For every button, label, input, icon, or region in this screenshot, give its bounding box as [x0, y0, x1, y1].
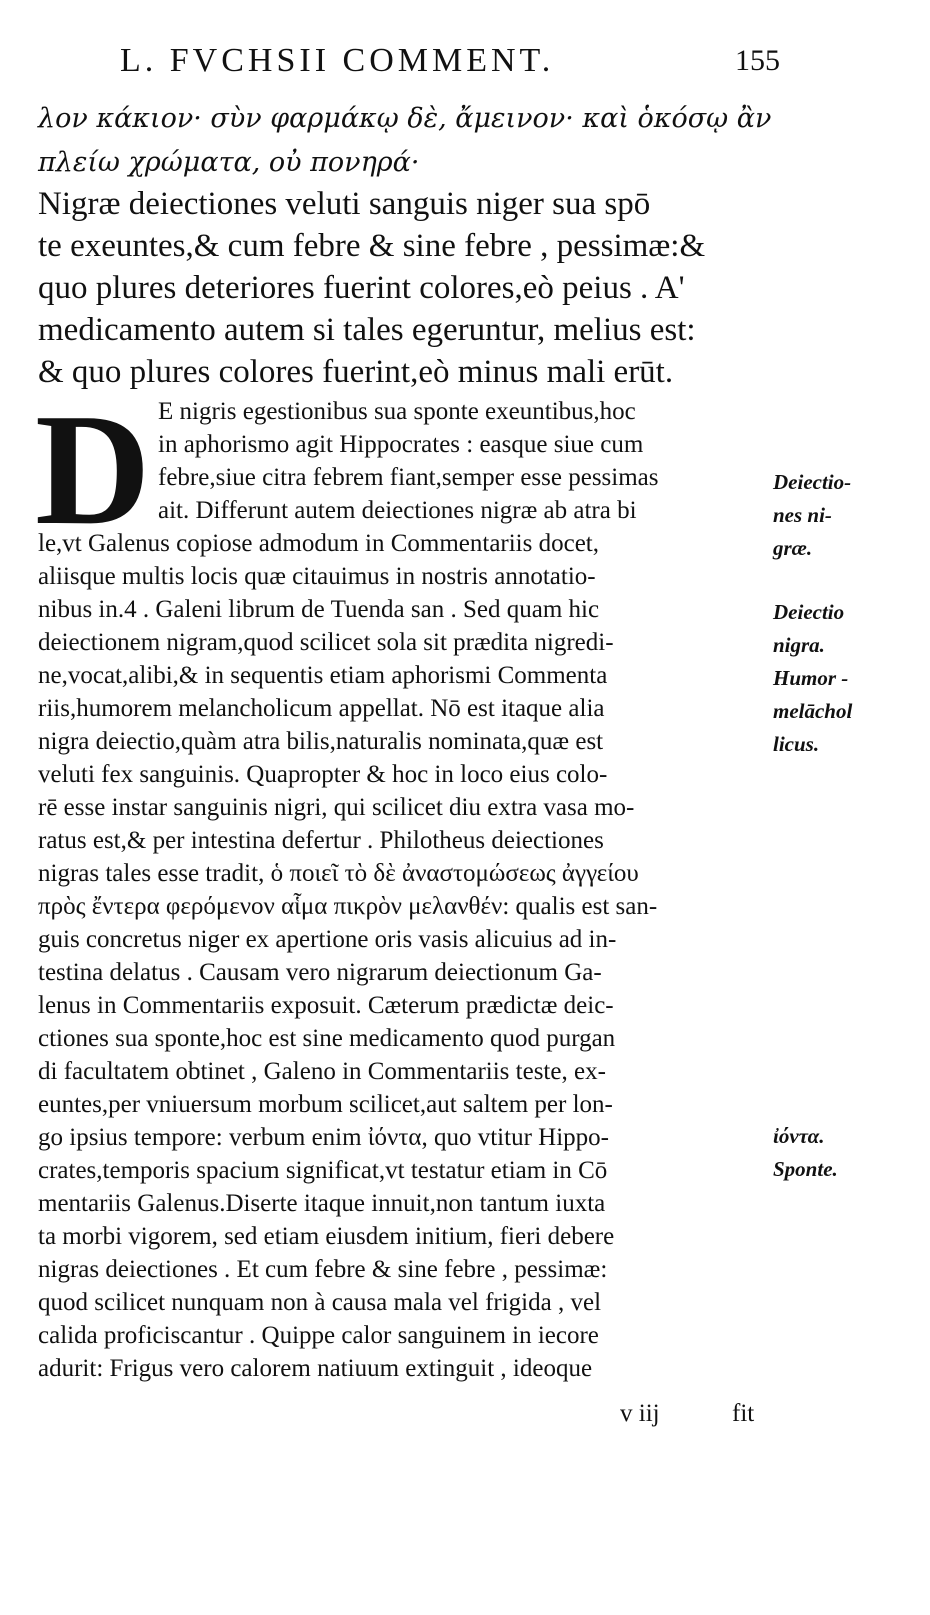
catchword: fit: [732, 1400, 755, 1427]
commentary-line: nibus in.4 . Galeni librum de Tuenda san . Sed quam hic: [38, 596, 600, 623]
margin-note: græ.: [773, 536, 813, 560]
commentary-line: quod scilicet nunquam non à causa mala vel frigida , vel: [38, 1289, 602, 1316]
margin-note: nigra.: [773, 633, 825, 657]
commentary-line: veluti fex sanguinis. Quapropter & hoc in loco eius colo-: [38, 761, 608, 788]
commentary-line: ctiones sua sponte,hoc est sine medicamento quod purgan: [38, 1025, 616, 1052]
greek-line: πλείω χρώματα, οὐ πονηρά·: [38, 147, 420, 178]
margin-note: Deiectio: [773, 600, 845, 624]
commentary-line: πρὸς ἔντερα φερόμενον αἷμα πικρὸν μελανθέν: qualis est san-: [38, 893, 658, 920]
aphorism-line: & quo plures colores fuerint,eò minus mali erūt.: [38, 354, 674, 390]
aphorism-line: Nigræ deiectiones veluti sanguis niger sua spō: [38, 186, 651, 222]
commentary-line: deiectionem nigram,quod scilicet sola sit prædita nigredi-: [38, 629, 614, 656]
aphorism-line: medicamento autem si tales egeruntur, melius est:: [38, 312, 696, 348]
commentary-line: testina delatus . Causam vero nigrarum deiectionum Ga-: [38, 959, 602, 986]
running-title: L. FVCHSII COMMENT.: [120, 42, 555, 79]
page-number: 155: [735, 44, 780, 77]
commentary-line: di facultatem obtinet , Galeno in Commentariis teste, ex-: [38, 1058, 606, 1085]
signature-mark: v iij: [620, 1400, 660, 1427]
commentary-line: febre,siue citra febrem fiant,semper esse pessimas: [158, 464, 659, 491]
commentary-line: guis concretus niger ex apertione oris vasis alicuius ad in-: [38, 926, 617, 953]
margin-note: Deiectio-: [773, 470, 852, 494]
commentary-line: euntes,per vniuersum morbum scilicet,aut saltem per lon-: [38, 1091, 613, 1118]
commentary-line: adurit: Frigus vero calorem natiuum extinguit , ideoque: [38, 1355, 593, 1382]
margin-note: licus.: [773, 732, 820, 756]
commentary-line: nigra deiectio,quàm atra bilis,naturalis nominata,quæ est: [38, 728, 604, 755]
margin-note: Sponte.: [773, 1157, 838, 1181]
commentary-line: in aphorismo agit Hippocrates : easque siue cum: [158, 431, 644, 458]
commentary-line: le,vt Galenus copiose admodum in Commentariis docet,: [38, 530, 599, 557]
running-header: [40, 42, 780, 92]
commentary-line: ne,vocat,alibi,& in sequentis etiam aphorismi Commenta: [38, 662, 608, 689]
aphorism-line: quo plures deteriores fuerint colores,eò peius . A': [38, 270, 685, 306]
margin-note: melāchol: [773, 699, 853, 723]
greek-line: λον κάκιον· σὺν φαρμάκῳ δὲ, ἄμεινον· καὶ ὁκόσῳ ἂν: [38, 103, 772, 134]
commentary-line: calida proficiscantur . Quippe calor sanguinem in iecore: [38, 1322, 599, 1349]
drop-cap: D: [35, 380, 151, 558]
commentary-line: lenus in Commentariis exposuit. Cæterum prædictæ deic-: [38, 992, 614, 1019]
aphorism-line: te exeuntes,& cum febre & sine febre , pessimæ:&: [38, 228, 706, 264]
commentary-line: nigras deiectiones . Et cum febre & sine febre , pessimæ:: [38, 1256, 608, 1283]
margin-note: Humor -: [773, 666, 849, 690]
commentary-line: go ipsius tempore: verbum enim ἰόντα, quo vtitur Hippo-: [38, 1124, 609, 1151]
commentary-line: ratus est,& per intestina defertur . Philotheus deiectiones: [38, 827, 604, 854]
commentary-line: ta morbi vigorem, sed etiam eiusdem initium, fieri debere: [38, 1223, 615, 1250]
commentary-line: riis,humorem melancholicum appellat. Nō est itaque alia: [38, 695, 605, 722]
commentary-line: rē esse instar sanguinis nigri, qui scilicet diu extra vasa mo-: [38, 794, 635, 821]
margin-note: nes ni-: [773, 503, 832, 527]
commentary-line: mentariis Galenus.Diserte itaque innuit,non tantum iuxta: [38, 1190, 606, 1217]
commentary-line: nigras tales esse tradit, ὁ ποιεῖ τὸ δὲ ἀναστομώσεως ἀγγείου: [38, 860, 639, 887]
commentary-line: aliisque multis locis quæ citauimus in nostris annotatio-: [38, 563, 596, 590]
commentary-line: crates,temporis spacium significat,vt testatur etiam in Cō: [38, 1157, 608, 1184]
margin-note: ἰόντα.: [773, 1124, 825, 1148]
commentary-line: ait. Differunt autem deiectiones nigræ ab atra bi: [158, 497, 637, 524]
commentary-line: E nigris egestionibus sua sponte exeuntibus,hoc: [158, 398, 636, 425]
